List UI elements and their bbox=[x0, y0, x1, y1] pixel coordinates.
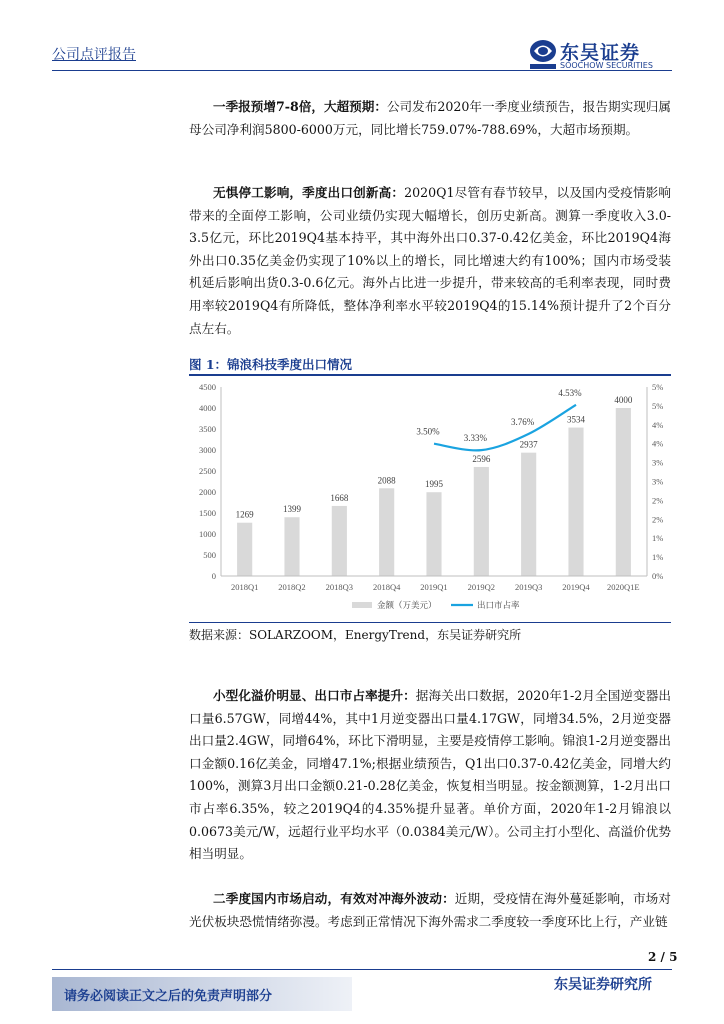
left-axis-tick-label: 3500 bbox=[199, 424, 216, 434]
paragraph-lead: 二季度国内市场启动，有效对冲海外波动： bbox=[213, 891, 455, 906]
paragraph-lead: 一季报预增7-8倍，大超预期： bbox=[213, 99, 387, 114]
paragraph-text: 据海关出口数据，2020年1-2月全国逆变器出口量6.57GW，同增44%，其中1月逆变器出口量4.17GW，同增34.5%，2月逆变器出口量2.4GW，同增64%，环比下滑明显，主要是疫情停工影响。锦浪1-2月逆变器出口金额0.16亿美金，同增47.1%;根据业绩预告，Q1出口0.37-0.42亿美金，同增大约100%，测算3月出口金额0.21-0.28亿美金，恢复相当明显。按金额测算，1-2月出口市占率6.35%，较之2019Q4的4.35%提升显著。单价方面，2020年1-2月锦浪以0.0673美元/W，远超行业平均水平（0.0384美元/W）。公司主打小型化、高溢价优势相当明显。 bbox=[189, 688, 671, 862]
bar-value-label: 1399 bbox=[283, 504, 301, 515]
right-axis-tick-label: 1% bbox=[652, 533, 664, 544]
company-logo bbox=[528, 38, 678, 72]
right-axis-tick-label: 0% bbox=[652, 571, 664, 581]
report-type-label: 公司点评报告 bbox=[52, 47, 136, 63]
paragraph-lead: 小型化溢价明显、出口市占率提升： bbox=[213, 688, 416, 703]
x-axis-tick-label: 2019Q2 bbox=[467, 582, 496, 592]
left-axis-tick-label: 1500 bbox=[199, 508, 216, 518]
bar-value-label: 1668 bbox=[330, 492, 349, 503]
left-axis-tick-label: 1000 bbox=[199, 529, 216, 539]
left-axis-tick-label: 2500 bbox=[199, 466, 216, 476]
bar-amount bbox=[616, 408, 631, 576]
right-axis-tick-label: 5% bbox=[652, 382, 664, 392]
left-axis-tick-label: 500 bbox=[203, 550, 216, 560]
bar-value-label: 4000 bbox=[614, 395, 633, 405]
bar-value-label: 2596 bbox=[472, 453, 491, 464]
left-axis-tick-label: 3000 bbox=[199, 445, 216, 455]
legend-line-label: 出口市占率 bbox=[477, 600, 520, 610]
figure-bottom-rule bbox=[189, 622, 671, 623]
paragraph-market-share bbox=[189, 685, 671, 866]
logo-chinese-text: 东吴证券 bbox=[560, 42, 641, 64]
paragraph-q1-forecast bbox=[189, 96, 671, 141]
bar-amount bbox=[332, 506, 347, 576]
paragraph-text: 公司发布2020年一季度业绩预告，报告期实现归属母公司净利润5800-6000万元，同比增长759.07%-788.69%，大超市场预期。 bbox=[189, 99, 671, 137]
right-axis-tick-label: 2% bbox=[652, 514, 664, 525]
paragraph-text: 近期，受疫情在海外蔓延影响，市场对光伏板块恐慌情绪弥漫。考虑到正常情况下海外需求二季度较一季度环比上行，产业链 bbox=[189, 891, 672, 929]
paragraph-q2-domestic bbox=[189, 888, 671, 933]
x-axis-tick-label: 2018Q3 bbox=[325, 582, 354, 592]
left-axis-tick-label: 4000 bbox=[199, 403, 216, 413]
line-value-label: 3.33% bbox=[463, 433, 487, 444]
export-chart bbox=[189, 378, 671, 618]
paragraph-export-record bbox=[189, 182, 671, 340]
bar-amount bbox=[284, 517, 299, 576]
footer-institute: 东吴证券研究所 bbox=[554, 977, 652, 993]
bar-amount bbox=[568, 428, 583, 576]
page-number: 2 / 5 bbox=[648, 950, 678, 964]
logo-mark-icon bbox=[528, 38, 558, 70]
bar-amount bbox=[521, 453, 536, 576]
header-divider bbox=[52, 70, 672, 71]
bar-value-label: 1995 bbox=[425, 479, 443, 490]
right-axis-tick-label: 4% bbox=[652, 438, 664, 449]
right-axis-tick-label: 3% bbox=[652, 476, 664, 487]
logo-english-text: SOOCHOW SECURITIES bbox=[560, 61, 653, 70]
legend-bar-swatch bbox=[352, 602, 372, 608]
bar-value-label: 2937 bbox=[519, 439, 538, 450]
footer-disclaimer-banner bbox=[52, 977, 352, 1011]
footer-divider bbox=[52, 969, 672, 970]
line-market-share bbox=[434, 405, 576, 451]
right-axis-tick-label: 4% bbox=[652, 419, 664, 430]
x-axis-tick-label: 2018Q2 bbox=[278, 582, 306, 592]
x-axis-tick-label: 2018Q4 bbox=[372, 582, 401, 592]
x-axis-tick-label: 2019Q4 bbox=[562, 582, 590, 592]
x-axis-tick-label: 2019Q3 bbox=[514, 582, 543, 592]
footer-disclaimer: 请务必阅读正文之后的免责声明部分 bbox=[64, 989, 273, 1004]
figure-top-rule bbox=[189, 374, 671, 376]
bar-amount bbox=[379, 488, 394, 576]
right-axis-tick-label: 5% bbox=[652, 400, 664, 411]
x-axis-tick-label: 2018Q1 bbox=[230, 582, 259, 592]
line-value-label: 3.50% bbox=[416, 426, 440, 437]
x-axis-tick-label: 2020Q1E bbox=[607, 582, 640, 592]
bar-amount bbox=[474, 467, 489, 576]
bar-amount bbox=[426, 492, 441, 576]
paragraph-text: 2020Q1尽管有春节较早，以及国内受疫情影响带来的全面停工影响，公司业绩仍实现大幅增长，创历史新高。测算一季度收入3.0-3.5亿元，环比2019Q4基本持平，其中海外出口0.37-0.42亿美金，环比2019Q4海外出口0.35亿美金仍实现了10%以上的增长，同比增速大约有100%；国内市场受装机延后影响出货0.3-0.6亿元。海外占比进一步提升，带来较高的毛利率表现，同时费用率较2019Q4有所降低，整体净利率水平较2019Q4的15.14%预计提升了2个百分点左右。 bbox=[189, 185, 672, 336]
legend-bar-label: 金额（万美元） bbox=[377, 600, 437, 610]
right-axis-tick-label: 1% bbox=[652, 552, 664, 563]
bar-amount bbox=[237, 523, 252, 576]
right-axis-tick-label: 2% bbox=[652, 495, 664, 506]
x-axis-tick-label: 2019Q1 bbox=[420, 582, 448, 592]
line-value-label: 4.53% bbox=[558, 387, 582, 398]
right-axis-tick-label: 3% bbox=[652, 457, 664, 468]
bar-value-label: 3534 bbox=[567, 414, 585, 425]
paragraph-lead: 无惧停工影响，季度出口创新高： bbox=[213, 185, 405, 200]
figure-title: 图 1：锦浪科技季度出口情况 bbox=[189, 357, 353, 372]
left-axis-tick-label: 0 bbox=[211, 571, 216, 581]
figure-source: 数据来源：SOLARZOOM，EnergyTrend，东吴证券研究所 bbox=[189, 628, 522, 642]
left-axis-tick-label: 2000 bbox=[199, 487, 216, 497]
bar-value-label: 1269 bbox=[235, 509, 254, 520]
bar-value-label: 2088 bbox=[377, 475, 396, 486]
left-axis-tick-label: 4500 bbox=[199, 382, 216, 392]
line-value-label: 3.76% bbox=[511, 416, 535, 427]
